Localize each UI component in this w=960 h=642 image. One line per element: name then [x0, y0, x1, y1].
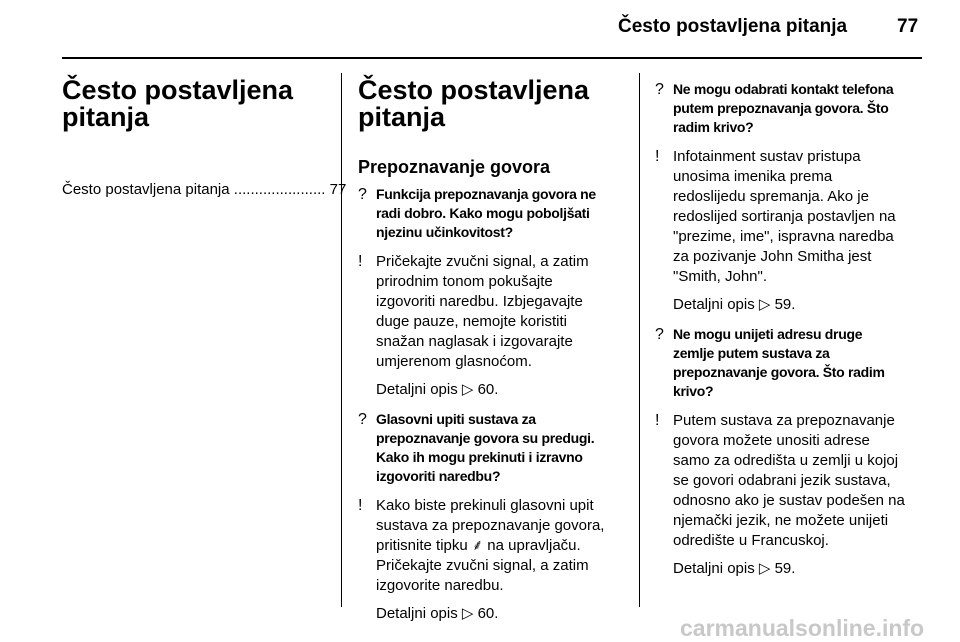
question: ? Funkcija prepoznavanja govora ne radi dobro. Kako mogu poboljšati njezinu učinkovitost?: [358, 186, 596, 240]
page-number: 77: [897, 16, 919, 37]
answer-marker-icon: !: [655, 148, 660, 165]
toc-label: Često postavljena pitanja: [62, 181, 230, 198]
answer-marker-icon: !: [358, 253, 363, 270]
detail-reference-link[interactable]: Detaljni opis ▷ 60.: [376, 381, 499, 398]
chapter-title: Često postavljena pitanja: [62, 75, 294, 132]
detail-reference-link[interactable]: Detaljni opis ▷ 60.: [376, 605, 499, 622]
column-divider-2: [639, 73, 640, 607]
left-column: [62, 72, 347, 199]
detail-reference-link[interactable]: Detaljni opis ▷ 59.: [673, 560, 796, 577]
running-header-title: Često postavljena pitanja: [618, 16, 848, 37]
answer: ! Putem sustava za prepoznavanje govora možete unositi adrese samo za odredišta u zemlji u kojoj se govori odabrani jezik sustava, odnosno ako je sustav podešen na njemački jezik, ne možete unijeti odredište u Francuskoj.: [655, 412, 905, 549]
toc-page: 77: [329, 181, 347, 198]
answer-marker-icon: !: [358, 497, 363, 514]
question-marker-icon: ?: [655, 81, 664, 98]
watermark: carmanualsonline.info: [680, 615, 925, 641]
answer: ! Infotainment sustav pristupa unosima imenika prema redoslijedu spremanja. Ako je redoslijed sortiranja postavljen na "prezime, ime", ispravna naredba za pozivanje John Smitha jest "Smith, John".: [655, 148, 896, 285]
section-title: Često postavljena pitanja: [358, 75, 590, 132]
right-column: [655, 72, 923, 579]
header-rule: [62, 57, 922, 59]
question: ? Glasovni upiti sustava za prepoznavanje govora su predugi. Kako ih mogu prekinuti i izravno izgovoriti naredbu?: [358, 411, 595, 484]
detail-reference-link[interactable]: Detaljni opis ▷ 59.: [673, 296, 796, 313]
middle-column: [358, 72, 624, 624]
question: ? Ne mogu odabrati kontakt telefona putem prepoznavanja govora. Što radim krivo?: [655, 81, 894, 135]
toc-leader: ......................: [233, 181, 326, 198]
question: ? Ne mogu unijeti adresu druge zemlje putem sustava za prepoznavanje govora. Što radim krivo?: [655, 326, 885, 399]
question-marker-icon: ?: [358, 186, 367, 203]
qa-list: [358, 185, 624, 624]
answer: ! Pričekajte zvučni signal, a zatim prirodnim tonom pokušajte izgovoriti naredbu. Izbjegavajte duge pauze, nemojte koristiti snažan naglasak i izgovarajte umjerenom glasnoćom.: [358, 253, 589, 370]
qa-list: [655, 80, 923, 579]
subheading: Prepoznavanje govora: [358, 157, 551, 177]
answer: ! Kako biste prekinuli glasovni upit sustava za prepoznavanje govora, pritisnite tipku ⸙ na upravljaču. Pričekajte zvučni signal, a zatim izgovorite naredbu.: [358, 497, 605, 594]
answer-marker-icon: !: [655, 412, 660, 429]
question-marker-icon: ?: [358, 411, 367, 428]
toc-entry[interactable]: [62, 181, 347, 199]
question-marker-icon: ?: [655, 326, 664, 343]
column-divider-1: [341, 73, 342, 607]
